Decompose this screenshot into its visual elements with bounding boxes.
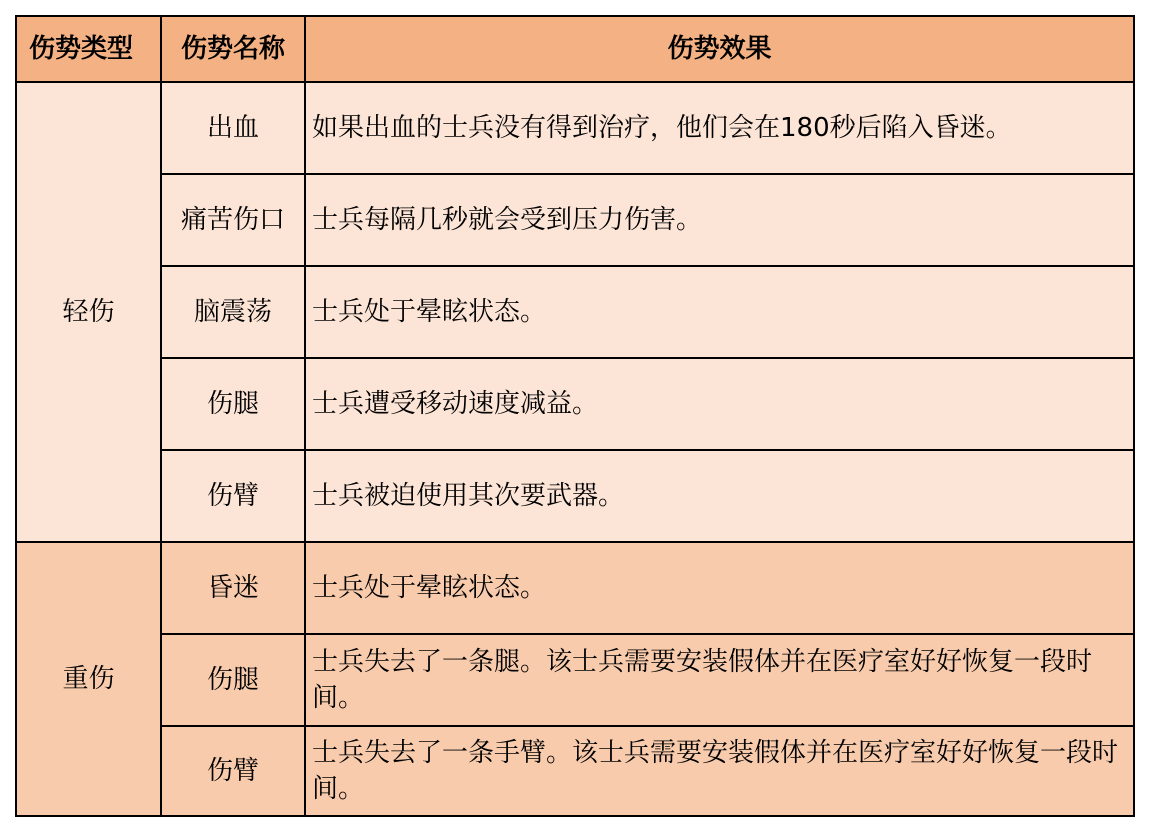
- injury-name-cell: 伤臂: [161, 726, 305, 816]
- injury-effect-cell: 士兵遭受移动速度减益。: [305, 358, 1134, 450]
- injury-effect-cell: 士兵每隔几秒就会受到压力伤害。: [305, 174, 1134, 266]
- table-row: [16, 266, 1134, 358]
- injury-name-cell: 伤臂: [161, 450, 305, 542]
- injury-name-cell: 痛苦伤口: [161, 174, 305, 266]
- table-row: [16, 82, 1134, 174]
- injury-effect-cell: 士兵处于晕眩状态。: [305, 542, 1134, 634]
- injury-name-cell: 出血: [161, 82, 305, 174]
- injury-name-cell: 伤腿: [161, 634, 305, 726]
- injury-effect-cell: 如果出血的士兵没有得到治疗，他们会在180秒后陷入昏迷。: [305, 82, 1134, 174]
- table-row: [16, 450, 1134, 542]
- injury-name-cell: 伤腿: [161, 358, 305, 450]
- header-injury-effect: 伤势效果: [305, 16, 1134, 82]
- table-row: [16, 726, 1134, 816]
- injury-effect-cell: 士兵失去了一条手臂。该士兵需要安装假体并在医疗室好好恢复一段时间。: [305, 726, 1134, 816]
- injury-type-cell: 重伤: [16, 542, 161, 816]
- injury-effect-cell: 士兵被迫使用其次要武器。: [305, 450, 1134, 542]
- injury-name-cell: 昏迷: [161, 542, 305, 634]
- table-row: [16, 542, 1134, 634]
- table-row: [16, 358, 1134, 450]
- injury-effect-cell: 士兵处于晕眩状态。: [305, 266, 1134, 358]
- injury-effect-cell: 士兵失去了一条腿。该士兵需要安装假体并在医疗室好好恢复一段时间。: [305, 634, 1134, 726]
- header-injury-name: 伤势名称: [161, 16, 305, 82]
- header-injury-type: 伤势类型: [16, 16, 161, 82]
- injury-type-cell: 轻伤: [16, 82, 161, 542]
- table-row: [16, 174, 1134, 266]
- injury-name-cell: 脑震荡: [161, 266, 305, 358]
- table-row: [16, 634, 1134, 726]
- table-header-row: [16, 16, 1134, 82]
- injury-table: [15, 15, 1135, 817]
